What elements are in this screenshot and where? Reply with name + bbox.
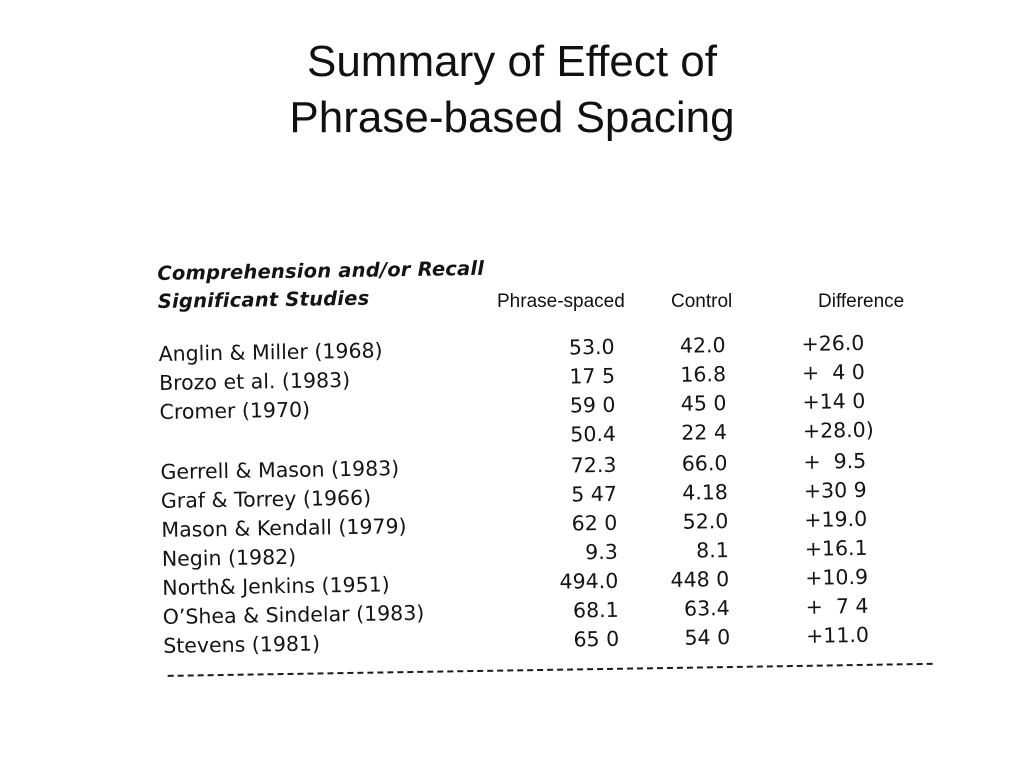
study-name: Mason & Kendall (1979) — [161, 514, 407, 542]
phrase-spaced-value: 65 0 — [573, 626, 620, 652]
difference-value: + 9.5 — [803, 448, 867, 474]
control-value: 448 0 — [670, 567, 730, 592]
phrase-spaced-value: 50.4 — [570, 421, 617, 447]
study-name: Negin (1982) — [161, 544, 297, 571]
column-header-control: Control — [671, 291, 733, 312]
control-value: 52.0 — [682, 509, 729, 534]
study-name: O’Shea & Sindelar (1983) — [162, 600, 425, 629]
difference-value: + 7 4 — [805, 593, 869, 619]
control-value: 16.8 — [680, 362, 727, 387]
column-header-difference: Difference — [818, 291, 905, 312]
phrase-spaced-value: 9.3 — [585, 539, 618, 565]
difference-value: +16.1 — [804, 535, 868, 561]
phrase-spaced-value: 62 0 — [571, 510, 618, 536]
difference-value: +26.0 — [801, 330, 865, 356]
slide-title — [0, 34, 1024, 146]
phrase-spaced-value: 494.0 — [559, 568, 619, 594]
scanned-table — [155, 238, 937, 690]
table-heading-line-1: Comprehension and/or Recall — [157, 256, 485, 285]
study-name: Cromer (1970) — [159, 397, 311, 424]
difference-value: +10.9 — [805, 564, 869, 590]
difference-value: +30 9 — [803, 477, 867, 503]
difference-value: +14 0 — [802, 388, 866, 414]
study-name: Gerrell & Mason (1983) — [160, 456, 400, 484]
table-bottom-rule — [168, 663, 933, 677]
control-value: 42.0 — [679, 333, 726, 358]
slide-title-line-2: Phrase-based Spacing — [289, 93, 735, 142]
control-value: 54 0 — [684, 625, 731, 650]
control-value: 4.18 — [682, 480, 729, 505]
control-value: 63.4 — [683, 596, 730, 621]
phrase-spaced-value: 59 0 — [569, 392, 616, 418]
difference-value: +11.0 — [805, 622, 870, 648]
control-value: 66.0 — [681, 451, 728, 476]
phrase-spaced-value: 5 47 — [571, 481, 618, 507]
difference-value: +19.0 — [804, 506, 868, 532]
phrase-spaced-value: 72.3 — [570, 452, 617, 478]
study-name: Stevens (1981) — [163, 631, 321, 658]
column-header-phrase-spaced: Phrase-spaced — [497, 291, 625, 312]
phrase-spaced-value: 53.0 — [568, 334, 615, 360]
difference-value: + 4 0 — [801, 359, 866, 385]
control-value: 8.1 — [695, 538, 729, 563]
phrase-spaced-value: 17 5 — [569, 363, 616, 389]
control-value: 22 4 — [681, 420, 728, 445]
control-value: 45 0 — [680, 391, 727, 416]
study-name: North& Jenkins (1951) — [162, 572, 390, 600]
study-name: Brozo et al. (1983) — [158, 367, 351, 395]
table-heading-line-2: Significant Studies — [157, 286, 370, 313]
study-name: Graf & Torrey (1966) — [160, 485, 372, 513]
slide-title-line-1: Summary of Effect of — [306, 37, 717, 86]
difference-value: +28.0) — [802, 417, 874, 443]
study-name: Anglin & Miller (1968) — [158, 338, 383, 366]
phrase-spaced-value: 68.1 — [572, 597, 619, 623]
